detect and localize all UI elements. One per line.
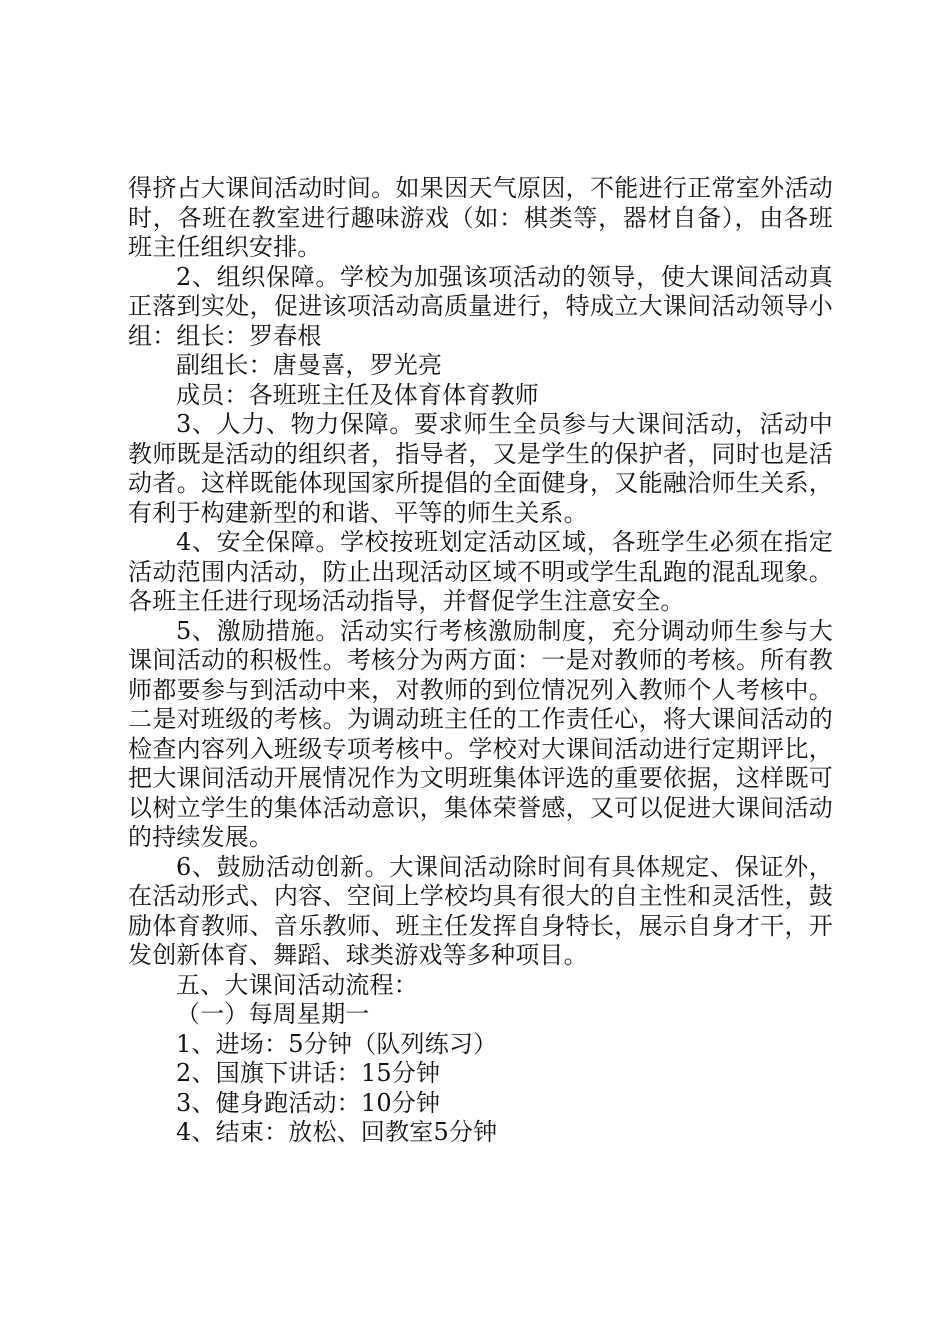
list-item: 4、结束：放松、回教室5分钟 [176, 1118, 498, 1146]
list-item: 3、健身跑活动：10分钟 [176, 1088, 441, 1117]
list-item: 1、进场：5分钟（队列练习） [176, 1029, 498, 1058]
paragraph-deputy-leaders: 副组长：唐曼喜，罗光亮 [176, 351, 443, 379]
section-heading-process: 五、大课间活动流程： [176, 970, 418, 999]
paragraph-safety: 4、安全保障。学校按班划定活动区域，各班学生必须在指定活动范围内活动，防止出现活动区域不明或学生乱跑的混乱现象。各班主任进行现场活动指导，并督促学生注意安全。 [128, 528, 833, 615]
paragraph-continuation: 得挤占大课间活动时间。如果因天气原因，不能进行正常室外活动时，各班在教室进行趣味游戏（如：棋类等，器材自备），由各班班主任组织安排。 [128, 174, 833, 261]
document-body [128, 174, 833, 1148]
paragraph-organization: 2、组织保障。学校为加强该项活动的领导，使大课间活动真正落到实处，促进该项活动高质量进行，特成立大课间活动领导小组：组长：罗春根 [128, 262, 833, 350]
paragraph-manpower: 3、人力、物力保障。要求师生全员参与大课间活动，活动中教师既是活动的组织者，指导者，又是学生的保护者，同时也是活动者。这样既能体现国家所提倡的全面健身，又能融洽师生关系，有利于构建新型的和谐、平等的师生关系。 [128, 410, 833, 527]
list-item: 2、国旗下讲话：15分钟 [176, 1059, 441, 1087]
paragraph-innovation: 6、鼓励活动创新。大课间活动除时间有具体规定、保证外，在活动形式、内容、空间上学校均具有很大的自主性和灵活性，鼓励体育教师、音乐教师、班主任发挥自身特长，展示自身才干，开发创新体育、舞蹈、球类游戏等多种项目。 [128, 852, 833, 969]
subheading-monday: （一）每周星期一 [176, 1000, 370, 1028]
paragraph-incentive: 5、激励措施。活动实行考核激励制度，充分调动师生参与大课间活动的积极性。考核分为两方面：一是对教师的考核。所有教师都要参与到活动中来，对教师的到位情况列入教师个人考核中。二是对班级的考核。为调动班主任的工作责任心，将大课间活动的检查内容列入班级专项考核中。学校对大课间活动进行定期评比，把大课间活动开展情况作为文明班集体评选的重要依据，这样既可以树立学生的集体活动意识，集体荣誉感，又可以促进大课间活动的持续发展。 [128, 616, 833, 851]
paragraph-members: 成员：各班班主任及体育体育教师 [176, 380, 539, 409]
